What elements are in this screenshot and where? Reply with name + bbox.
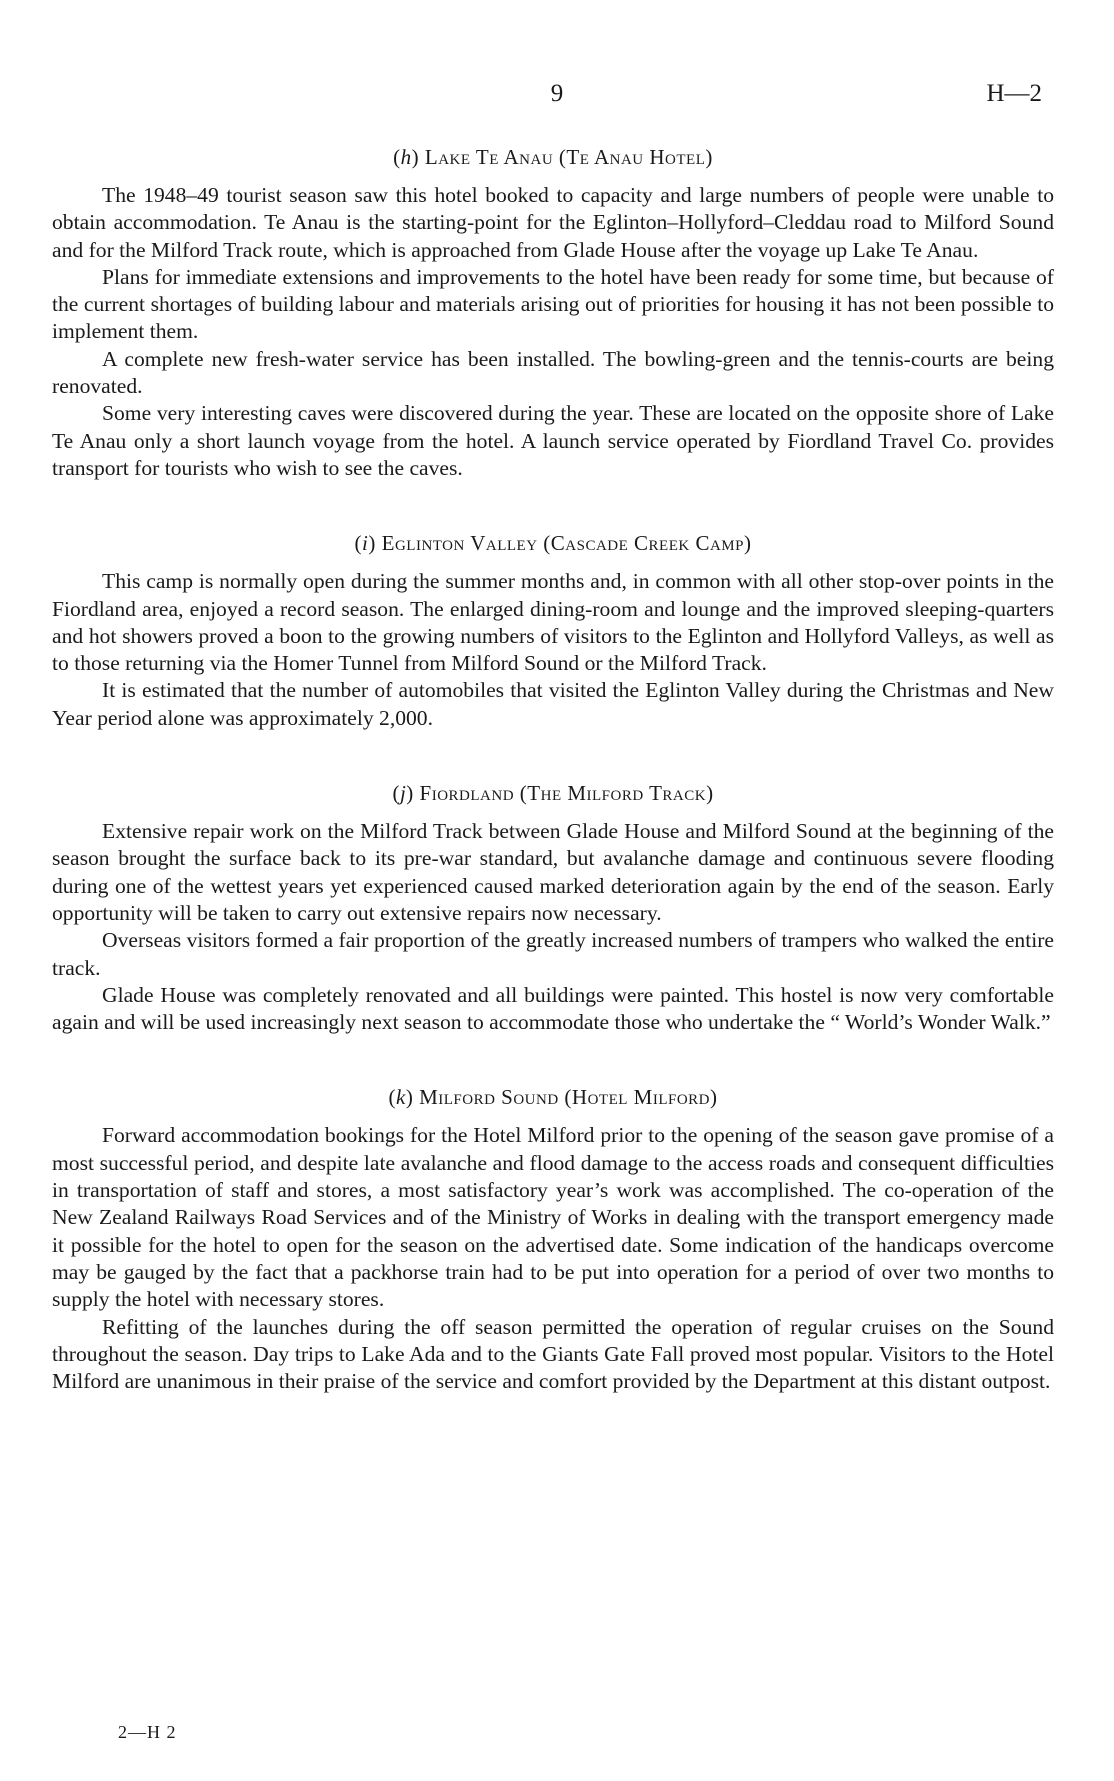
paragraph: A complete new fresh-water service has been installed. The bowling-green and the tennis-courts are being renovated.	[52, 346, 1054, 399]
section-heading: (k) Milford Sound (Hotel Milford)	[388, 1085, 718, 1110]
section-title: Fiordland (The Milford Track)	[419, 781, 714, 806]
printer-signature: 2—H 2	[118, 1722, 177, 1742]
section-heading: (j) Fiordland (The Milford Track)	[392, 781, 714, 806]
section-letter: h	[400, 145, 412, 169]
section-heading: (h) Lake Te Anau (Te Anau Hotel)	[393, 145, 713, 169]
section-heading: (i) Eglinton Valley (Cascade Creek Camp)	[354, 531, 752, 556]
document-reference: H—2	[986, 80, 1042, 107]
paragraph: This camp is normally open during the summer months and, in common with all other stop-over points in the Fiordland area, enjoyed a record season. The enlarged dining-room and lounge and the improved sleeping-quarters and hot showers proved a boon to the growing numbers of visitors to the Eglinton and Hollyford Valleys, as well as to those returning via the Homer Tunnel from Milford Sound or the Milford Track.	[52, 569, 1054, 676]
page-body	[52, 142, 1054, 1395]
paragraph: Glade House was completely renovated and all buildings were painted. This hostel is now very comfortable again and will be used increasingly next season to accommodate those who undertake the “ World’s Wonder Walk.”	[52, 982, 1054, 1035]
paragraph: Extensive repair work on the Milford Track between Glade House and Milford Sound at the beginning of the season brought the surface back to its pre-war standard, but avalanche damage and continuous severe flooding during one of the wettest years yet experienced caused marked deterioration again by the end of the season. Early opportunity will be taken to carry out extensive repairs now necessary.	[52, 819, 1054, 925]
section-lake-te-anau	[52, 142, 1054, 482]
paragraph: Plans for immediate extensions and improvements to the hotel have been ready for some time, but because of the current shortages of building labour and materials arising out of priorities for housing it has not been possible to implement them.	[52, 264, 1054, 344]
paragraph: Overseas visitors formed a fair proportion of the greatly increased numbers of trampers who walked the entire track.	[52, 928, 1054, 980]
paragraph: Refitting of the launches during the off season permitted the operation of regular cruises on the Sound throughout the season. Day trips to Lake Ada and to the Giants Gate Fall proved most popular. Visitors to the Hotel Milford are unanimous in their praise of the service and comfort provided by the Department at this distant outpost.	[52, 1314, 1054, 1394]
paragraph: Forward accommodation bookings for the Hotel Milford prior to the opening of the season gave promise of a most successful period, and despite late avalanche and flood damage to the access roads and consequent difficulties in transportation of staff and stores, a most satisfactory year’s work was accomplished. The co-operation of the New Zealand Railways Road Services and of the Ministry of Works in dealing with the transport emergency made it possible for the hotel to open for the season on the advertised date. Some indication of the handicaps overcome may be gauged by the fact that a packhorse train had to be put into operation for a period of over two months to supply the hotel with necessary stores.	[52, 1123, 1054, 1312]
page-number: 9	[550, 80, 564, 107]
paragraph: Some very interesting caves were discovered during the year. These are located on the opposite shore of Lake Te Anau only a short launch voyage from the hotel. A launch service operated by Fiordland Travel Co. provides transport for tourists who wish to see the caves.	[52, 401, 1054, 480]
section-letter: j	[399, 781, 407, 806]
paragraph: It is estimated that the number of automobiles that visited the Eglinton Valley during the Christmas and New Year period alone was approximately 2,000.	[52, 678, 1054, 730]
section-milford-sound	[52, 1082, 1054, 1395]
paragraph: The 1948–49 tourist season saw this hotel booked to capacity and large numbers of people were unable to obtain accommodation. Te Anau is the starting-point for the Eglinton–Hollyford–Cleddau road to Milford Sound and for the Milford Track route, which is approached from Glade House after the voyage up Lake Te Anau.	[52, 183, 1054, 262]
section-letter: i	[362, 531, 369, 556]
section-title: Milford Sound (Hotel Milford)	[419, 1085, 718, 1110]
section-fiordland	[52, 778, 1054, 1036]
section-title: Eglinton Valley (Cascade Creek Camp)	[381, 531, 752, 556]
section-eglinton-valley	[52, 528, 1054, 732]
section-letter: k	[396, 1085, 406, 1110]
section-title: Lake Te Anau (Te Anau Hotel)	[424, 145, 713, 169]
